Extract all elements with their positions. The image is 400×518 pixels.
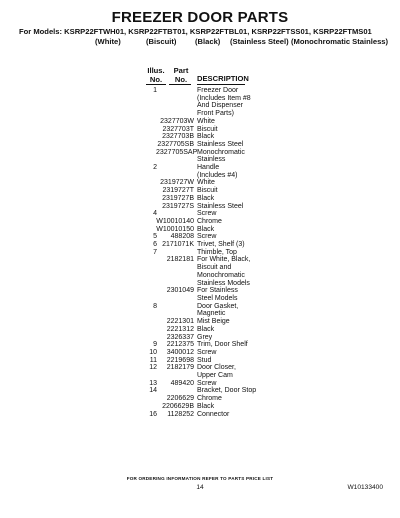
table-row <box>145 233 275 241</box>
table-row <box>145 87 275 118</box>
part-description: Mist Beige <box>197 318 230 326</box>
header-underline <box>197 84 245 85</box>
table-row <box>145 187 275 195</box>
part-number: 2327705SB <box>157 140 194 148</box>
part-number: 2171071K <box>162 241 194 249</box>
table-row <box>145 380 275 388</box>
part-description: Black <box>197 194 215 202</box>
table-row <box>145 249 275 257</box>
part-number: 2212375 <box>166 341 194 349</box>
part-number: 2319727B <box>162 194 194 202</box>
part-number: 2319727W <box>160 179 194 187</box>
part-number: 2301049 <box>166 287 194 295</box>
part-description: Door Closer, Upper Cam <box>197 364 236 380</box>
part-description: Stud <box>197 356 212 364</box>
table-row <box>145 357 275 365</box>
illus-number: 10 <box>149 348 157 356</box>
part-number: 2327705SAP <box>156 148 198 156</box>
part-number: 2219698 <box>166 356 194 364</box>
part-description: Screw <box>197 348 217 356</box>
table-row <box>145 334 275 342</box>
ordering-note: FOR ORDERING INFORMATION REFER TO PARTS PRICE LIST <box>126 476 274 481</box>
illus-number: 11 <box>149 356 157 364</box>
part-number <box>156 387 194 395</box>
part-description: Stainless Steel <box>197 202 244 210</box>
table-row <box>145 326 275 334</box>
part-description: Biscuit <box>197 187 218 195</box>
part-number <box>156 303 194 318</box>
part-number: 488208 <box>170 233 194 241</box>
part-number: 2221301 <box>166 318 194 326</box>
part-number: 2319727S <box>162 202 194 210</box>
illus-number: 6 <box>153 241 157 249</box>
page-title: FREEZER DOOR PARTS <box>111 9 289 26</box>
part-description: Monochromatic Stainless <box>197 148 245 164</box>
part-description: Chrome <box>197 395 222 403</box>
table-row <box>145 287 275 302</box>
illus-number: 8 <box>153 302 157 310</box>
part-description: Biscuit <box>197 125 218 133</box>
part-number: 2327703B <box>162 133 194 141</box>
part-description: Chrome <box>197 217 222 225</box>
illus-number: 5 <box>153 233 157 241</box>
illus-number: 9 <box>153 341 157 349</box>
part-description: Thimble, Top <box>197 248 237 256</box>
table-row <box>145 303 275 318</box>
part-description: Trim, Door Shelf <box>197 341 248 349</box>
finish-label: (Stainless Steel) <box>230 37 289 46</box>
table-row <box>145 364 275 379</box>
part-description: Black <box>197 325 215 333</box>
part-description: Screw <box>197 379 217 387</box>
part-description: Trivet, Shelf (3) <box>197 241 245 249</box>
part-description: Grey <box>197 333 213 341</box>
part-number: W10010150 <box>156 225 194 233</box>
part-description: Bracket, Door Stop <box>197 387 257 395</box>
part-number: 2327703T <box>162 125 194 133</box>
part-description: Stainless Steel <box>197 140 244 148</box>
part-description: Door Gasket, Magnetic <box>197 302 239 318</box>
part-number: 2206629 <box>166 395 194 403</box>
part-description: White <box>197 117 215 125</box>
document-number: W10133400 <box>347 484 383 491</box>
part-number: 1128252 <box>167 410 194 418</box>
part-description: Handle (Includes #4) <box>197 164 238 179</box>
table-row <box>145 395 275 403</box>
table-row <box>145 256 275 287</box>
part-no-header: Part No. <box>173 66 189 84</box>
part-description: For Stainless Steel Models <box>197 287 238 302</box>
table-row <box>145 203 275 211</box>
part-number: W10010140 <box>156 217 194 225</box>
illus-no-header: Illus. No. <box>147 66 165 84</box>
illus-number: 14 <box>149 387 157 395</box>
part-number: 2182181 <box>166 256 194 264</box>
table-row <box>145 241 275 249</box>
part-description: For White, Black, Biscuit and Monochromatic Stainless Models <box>197 256 251 287</box>
part-description: Screw <box>197 210 217 218</box>
table-row <box>145 210 275 218</box>
part-number: 2206629B <box>162 402 194 410</box>
part-number <box>156 164 194 179</box>
table-row <box>145 179 275 187</box>
table-row <box>145 403 275 411</box>
parts-table <box>145 87 275 418</box>
finish-label: (White) <box>95 37 121 46</box>
part-number <box>156 249 194 257</box>
part-number: 2319727T <box>162 187 194 195</box>
part-description: Connector <box>197 410 230 418</box>
illus-number: 4 <box>153 210 157 218</box>
part-number: 2326337 <box>166 333 194 341</box>
part-description: Screw <box>197 233 217 241</box>
part-description: Black <box>197 133 215 141</box>
part-number: 2182179 <box>166 364 194 372</box>
description-header: DESCRIPTION <box>197 74 249 83</box>
table-row <box>145 141 275 149</box>
header-underline <box>146 84 166 85</box>
table-row <box>145 195 275 203</box>
table-row <box>145 126 275 134</box>
part-description: Freezer Door (Includes Item #8 And Dispenser Front Parts) <box>197 87 251 118</box>
table-row <box>145 318 275 326</box>
table-row <box>145 411 275 419</box>
table-row <box>145 218 275 226</box>
table-row <box>145 341 275 349</box>
part-number: 489420 <box>170 379 194 387</box>
model-list: For Models: KSRP22FTWH01, KSRP22FTBT01, KSRP22FTBL01, KSRP22FTSS01, KSRP22FTMS01 <box>19 27 372 36</box>
part-number: 3400012 <box>166 348 194 356</box>
finish-list <box>0 37 400 47</box>
table-row <box>145 349 275 357</box>
illus-number: 13 <box>149 379 157 387</box>
part-description: White <box>197 179 215 187</box>
table-row <box>145 226 275 234</box>
illus-number: 12 <box>149 364 157 372</box>
part-number <box>156 210 194 218</box>
table-row <box>145 387 275 395</box>
table-row <box>145 118 275 126</box>
finish-label: (Black) <box>195 37 221 46</box>
table-row <box>145 149 275 164</box>
table-row <box>145 133 275 141</box>
part-description: Black <box>197 225 215 233</box>
part-number <box>156 87 194 118</box>
illus-number: 7 <box>153 248 157 256</box>
header-underline <box>169 84 191 85</box>
part-description: Black <box>197 402 215 410</box>
finish-label: (Biscuit) <box>146 37 177 46</box>
page-number: 14 <box>196 484 204 491</box>
table-row <box>145 164 275 179</box>
part-number: 2221312 <box>166 325 194 333</box>
finish-label: (Monochromatic Stainless) <box>291 37 389 46</box>
illus-number: 16 <box>149 410 157 418</box>
illus-number: 2 <box>153 164 157 172</box>
part-number: 2327703W <box>160 117 194 125</box>
illus-number: 1 <box>153 87 157 94</box>
